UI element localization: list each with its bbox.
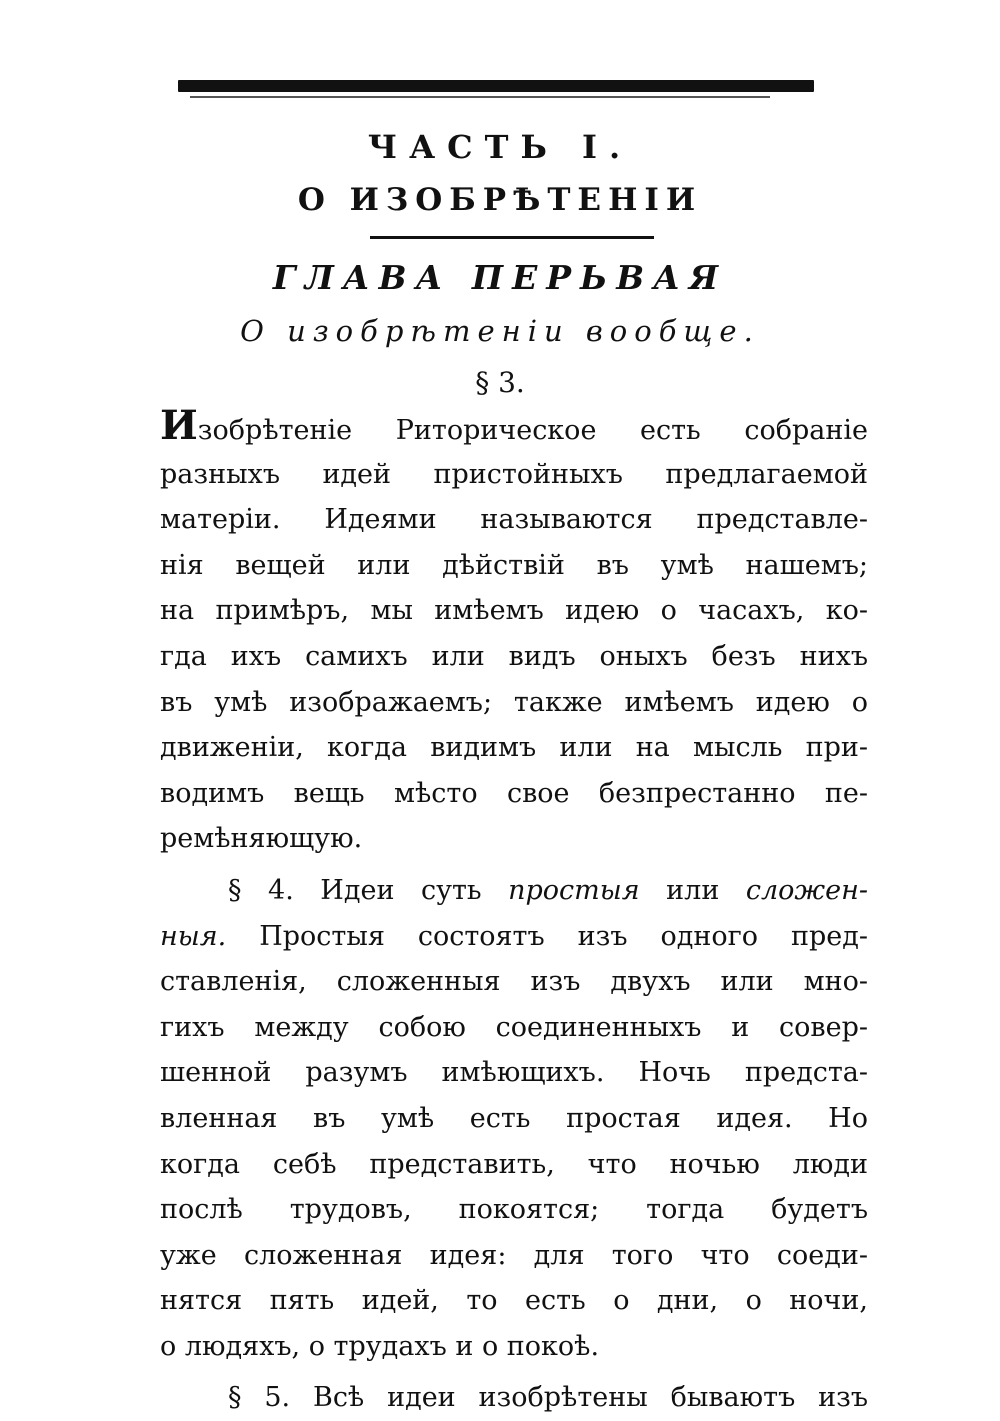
text-line: шенной разумъ имѣющихъ. Ночь предста- — [160, 1057, 868, 1089]
part-title: ЧАСТЬ I. — [367, 128, 633, 166]
text-line: ставленія, сложенныя изъ двухъ или мно- — [160, 966, 868, 998]
text-line: гда ихъ самихъ или видъ оныхъ безъ нихъ — [160, 640, 868, 672]
text-line: § 5. Всѣ идеи изобрѣтены бываютъ изъ — [228, 1382, 868, 1414]
text-line: ремѣняющую. — [160, 823, 363, 855]
paragraph-mark: § 3. — [475, 366, 525, 399]
top-thin-rule — [190, 96, 770, 98]
text-line: нія вещей или дѣйствій въ умѣ нашемъ; — [160, 549, 868, 581]
text-line: движеніи, когда видимъ или на мысль при- — [160, 732, 868, 764]
text-line: о людяхъ, о трудахъ и о покоѣ. — [160, 1330, 600, 1362]
drop-cap: И — [160, 402, 198, 449]
text-line: ныя. Простыя состоятъ изъ одного пред- — [160, 920, 868, 952]
text-line: въ умѣ изображаемъ; также имѣемъ идею о — [160, 686, 868, 718]
body-text — [160, 402, 868, 1421]
chapter-subtitle: О изобрѣтеніи вообще. — [240, 314, 760, 348]
title-divider — [370, 236, 654, 239]
text-line: разныхъ идей пристойныхъ предлагаемой — [160, 458, 868, 490]
text-line: уже сложенная идея: для того что соеди- — [160, 1239, 868, 1271]
top-ornamental-rule — [178, 80, 814, 92]
text-line: послѣ трудовъ, покоятся; тогда будетъ — [160, 1194, 868, 1226]
text-line: нятся пять идей, то есть о дни, о ночи, — [160, 1285, 868, 1317]
text-line: § 4. Идеи суть простыя или сложен- — [228, 874, 868, 906]
text-line: матеріи. Идеями называются представле- — [160, 504, 868, 536]
text-line: Изобрѣтеніе Риторическое есть собраніе — [160, 402, 868, 449]
term-complex: сложен- — [745, 874, 868, 906]
term-simple: простыя — [508, 874, 640, 906]
text-line: гихъ между собою соединенныхъ и совер- — [160, 1011, 868, 1043]
text-line: вленная въ умѣ есть простая идея. Но — [160, 1102, 868, 1134]
chapter-title: ГЛАВА ПЕРЬВАЯ — [272, 258, 728, 297]
text-line: когда себѣ представить, что ночью люди — [160, 1148, 868, 1180]
text-line: на примѣръ, мы имѣемъ идею о часахъ, ко- — [160, 595, 868, 627]
section-title: О ИЗОБРѢТЕНІИ — [297, 182, 703, 218]
text-line: водимъ вещь мѣсто свое безпрестанно пе- — [160, 777, 868, 809]
